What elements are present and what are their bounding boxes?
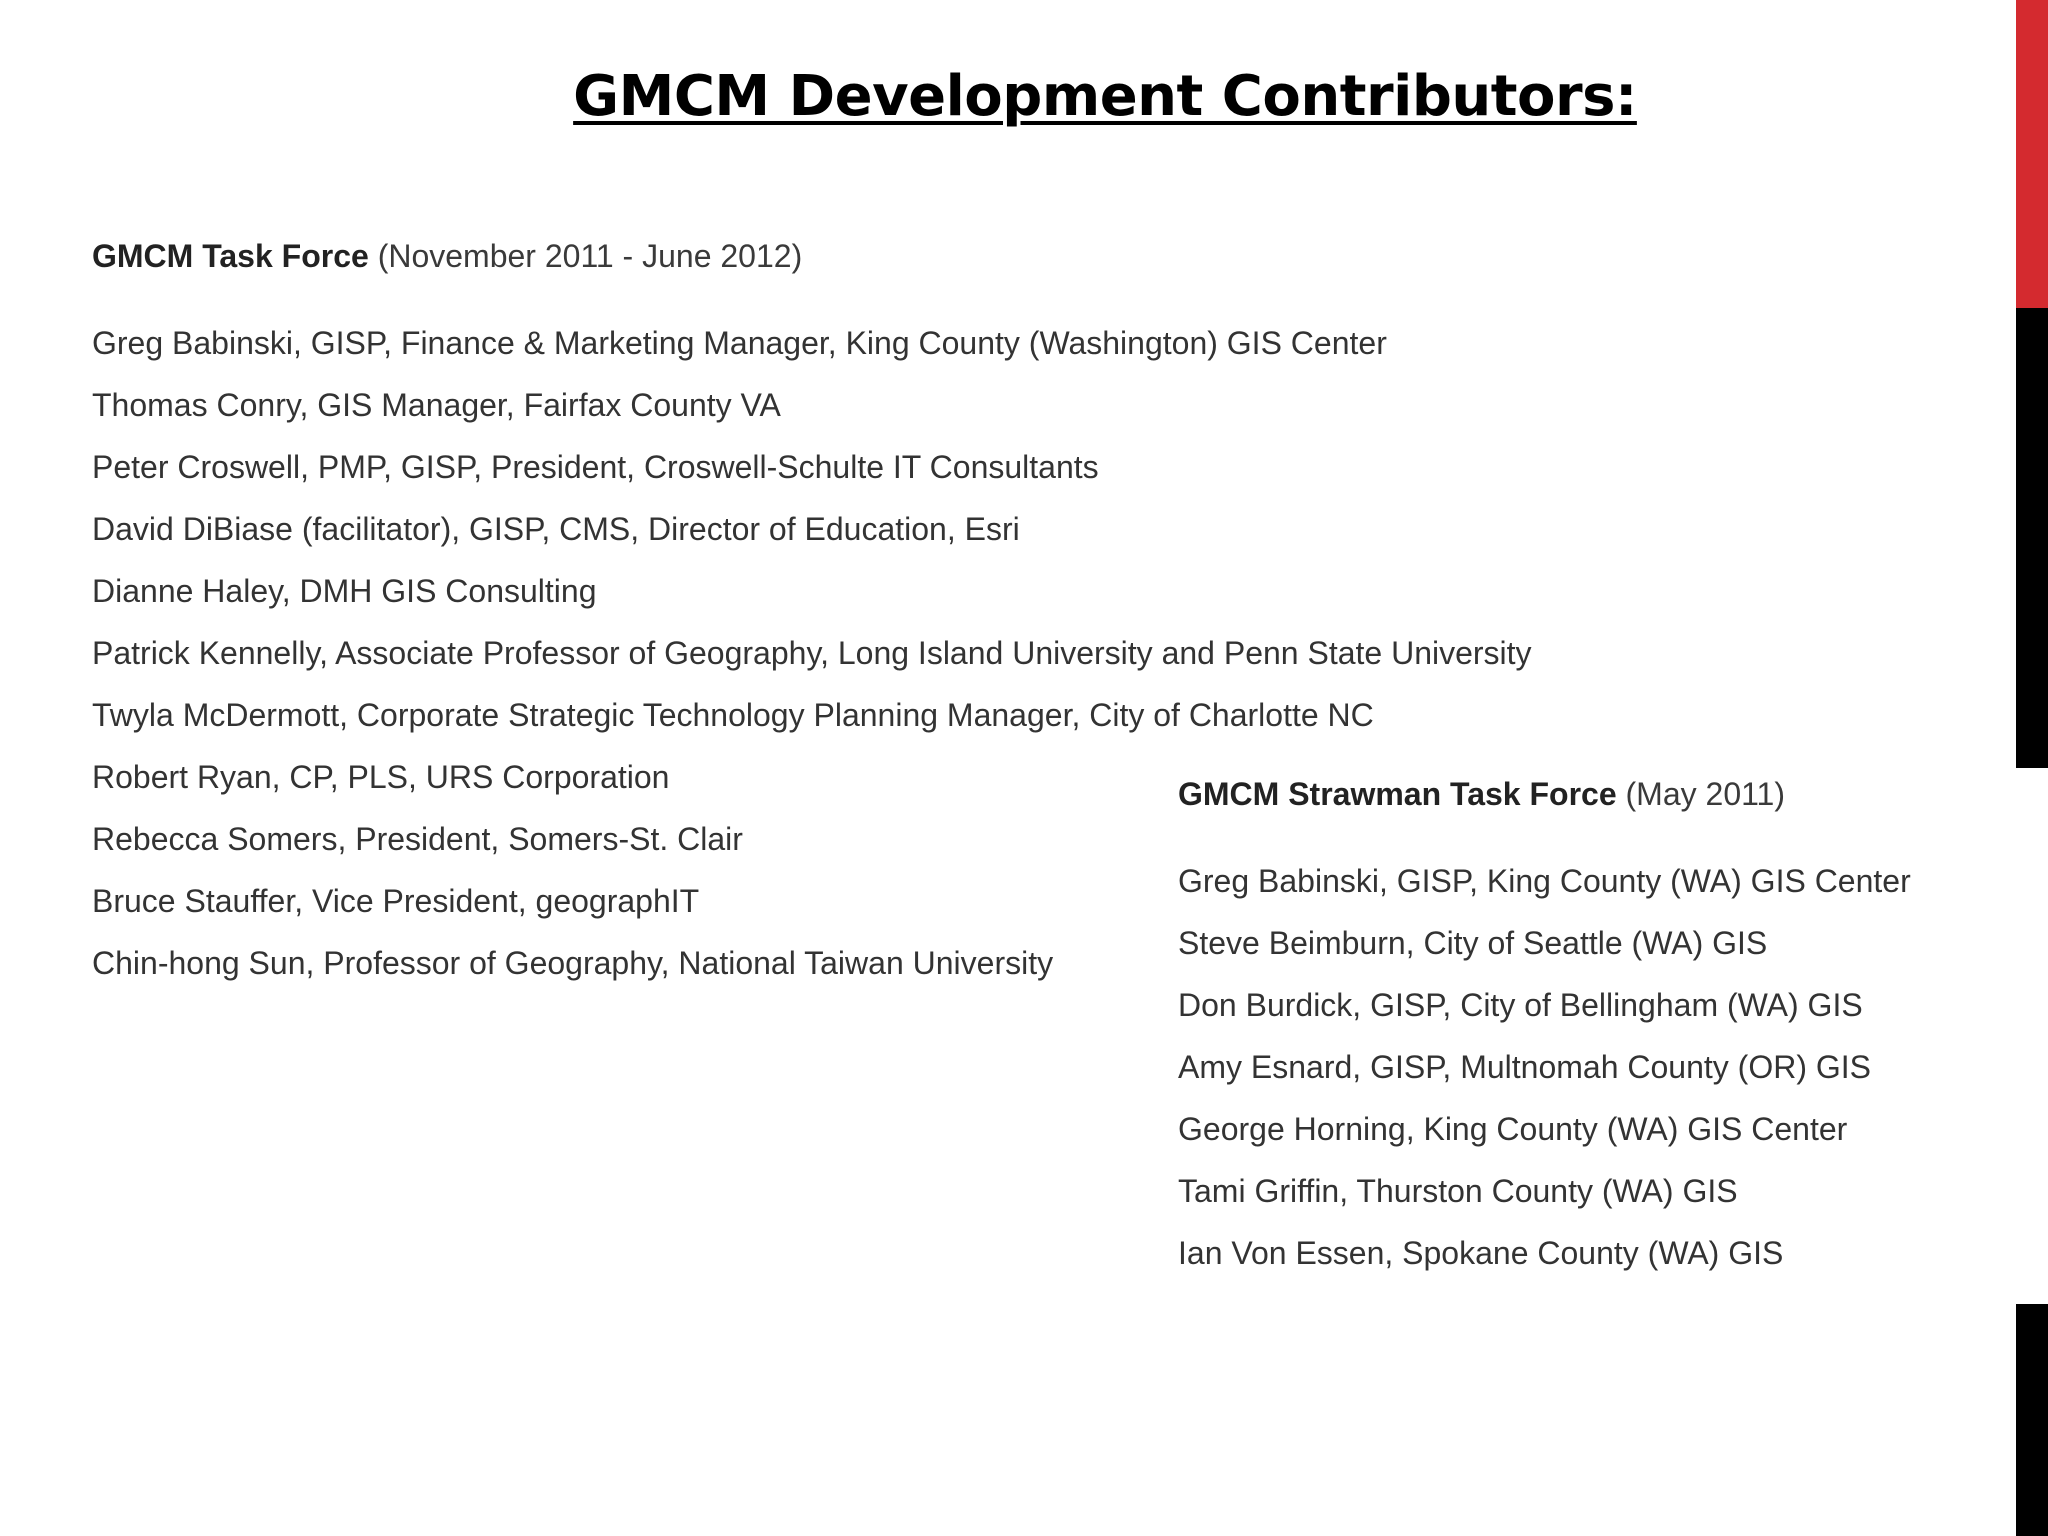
strawman-heading-dates: (May 2011) — [1616, 776, 1785, 812]
task-force-member: Greg Babinski, GISP, Finance & Marketing Manager, King County (Washington) GIS Center — [92, 325, 1387, 361]
task-force-member: Peter Croswell, PMP, GISP, President, Croswell-Schulte IT Consultants — [92, 449, 1099, 485]
accent-bar-black-bottom — [2016, 1304, 2048, 1536]
strawman-member: George Horning, King County (WA) GIS Center — [1178, 1111, 1848, 1147]
task-force-heading-dates: (November 2011 - June 2012) — [368, 238, 803, 274]
strawman-member: Steve Beimburn, City of Seattle (WA) GIS — [1178, 925, 1768, 961]
task-force-member: Thomas Conry, GIS Manager, Fairfax County VA — [92, 387, 781, 423]
accent-bar-red — [2016, 0, 2048, 308]
task-force-member: Bruce Stauffer, Vice President, geographIT — [92, 883, 700, 919]
task-force-member: Twyla McDermott, Corporate Strategic Technology Planning Manager, City of Charlotte NC — [92, 697, 1374, 733]
task-force-member: Dianne Haley, DMH GIS Consulting — [92, 573, 597, 609]
strawman-member: Amy Esnard, GISP, Multnomah County (OR) GIS — [1178, 1049, 1871, 1085]
strawman-member: Greg Babinski, GISP, King County (WA) GIS Center — [1178, 863, 1911, 899]
accent-bar-black-top — [2016, 308, 2048, 768]
strawman-member-list — [1178, 850, 1911, 1284]
strawman-member: Don Burdick, GISP, City of Bellingham (WA) GIS — [1178, 987, 1863, 1023]
task-force-heading-bold: GMCM Task Force — [92, 238, 369, 274]
strawman-member: Ian Von Essen, Spokane County (WA) GIS — [1178, 1235, 1784, 1271]
task-force-member: Patrick Kennelly, Associate Professor of Geography, Long Island University and Penn State University — [92, 635, 1532, 671]
task-force-heading — [92, 238, 802, 275]
task-force-member: David DiBiase (facilitator), GISP, CMS, Director of Education, Esri — [92, 511, 1020, 547]
slide-title: GMCM Development Contributors: — [573, 64, 1637, 129]
task-force-member: Rebecca Somers, President, Somers-St. Clair — [92, 821, 743, 857]
strawman-heading — [1178, 776, 1785, 813]
strawman-member: Tami Griffin, Thurston County (WA) GIS — [1178, 1173, 1738, 1209]
strawman-heading-bold: GMCM Strawman Task Force — [1178, 776, 1617, 812]
task-force-member: Robert Ryan, CP, PLS, URS Corporation — [92, 759, 670, 795]
task-force-member: Chin-hong Sun, Professor of Geography, National Taiwan University — [92, 945, 1054, 981]
